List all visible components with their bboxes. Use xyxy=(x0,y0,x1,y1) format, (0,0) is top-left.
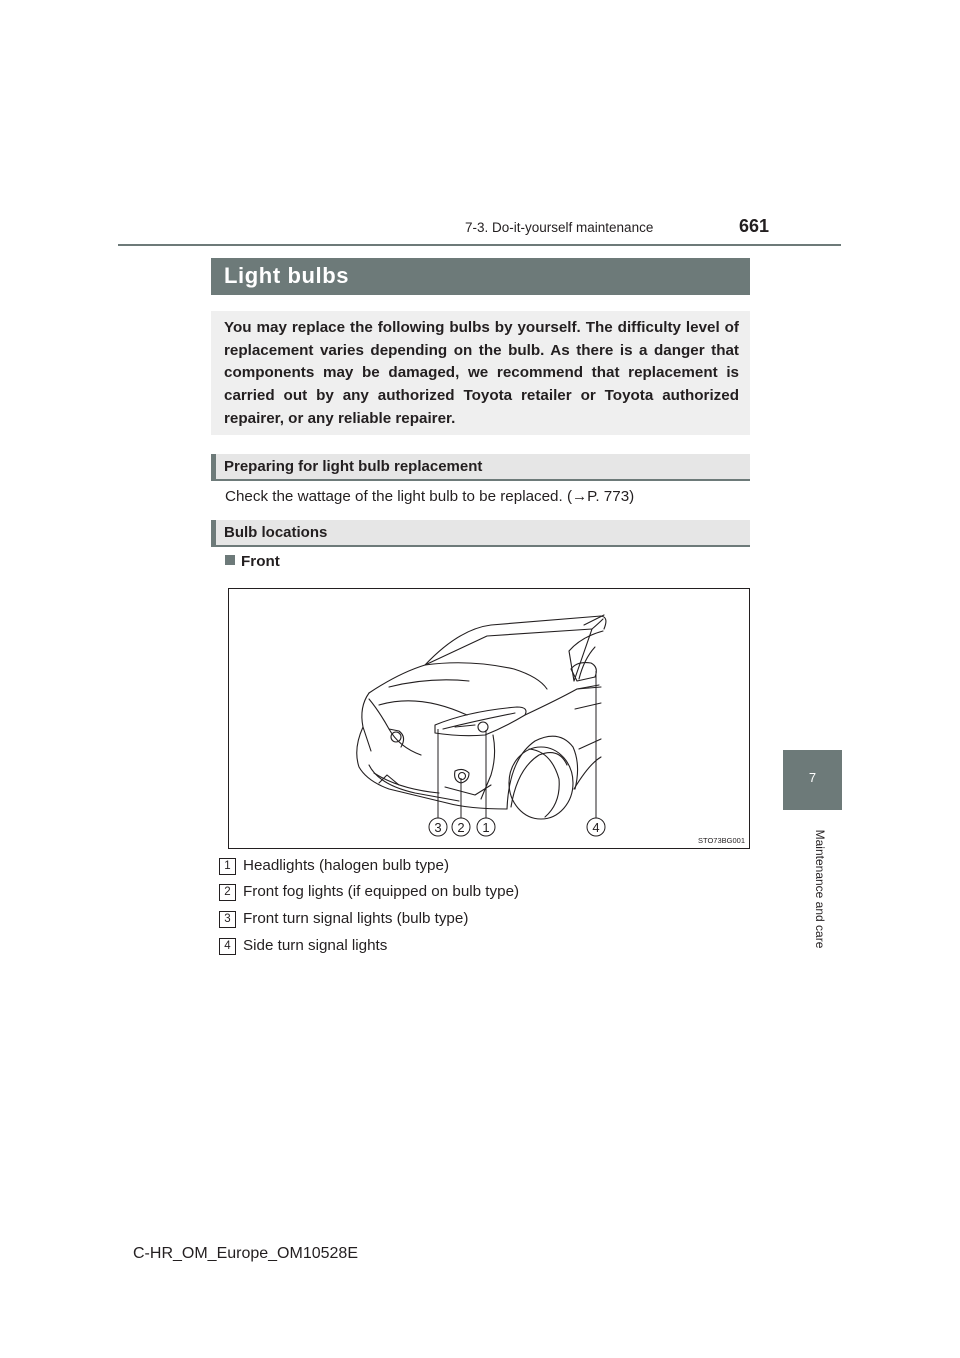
car-drawing xyxy=(229,589,749,848)
header-divider xyxy=(118,244,841,246)
car-front-illustration xyxy=(228,588,750,849)
figure-code: STO73BG001 xyxy=(698,836,745,845)
intro-text: You may replace the following bulbs by yourself. The difficulty level of replacement varies depending on the bulb. As there is a danger that components may be damaged, we recommend that replacement is carried out by any authorized Toyota retailer or Toyota authorized repairer, or any reliable repairer. xyxy=(224,319,739,427)
section-title: 7-3. Do-it-yourself maintenance xyxy=(465,220,654,235)
legend-number: 4 xyxy=(219,938,236,955)
preparing-text: Check the wattage of the light bulb to be replaced. (→P. 773) xyxy=(225,488,635,505)
callout-4: 4 xyxy=(592,820,600,835)
chapter-label xyxy=(812,818,828,964)
callout-2: 2 xyxy=(457,820,465,835)
chapter-title: Maintenance and care xyxy=(813,829,827,949)
front-heading-label: Front xyxy=(241,553,280,570)
subheading-preparing-label: Preparing for light bulb replacement xyxy=(224,458,483,475)
page-title: Light bulbs xyxy=(224,263,350,288)
legend-text: Front turn signal lights (bulb type) xyxy=(243,910,469,927)
chapter-number: 7 xyxy=(808,770,817,785)
subheading-preparing xyxy=(211,454,750,481)
chapter-tab[interactable] xyxy=(783,750,842,810)
legend-text: Headlights (halogen bulb type) xyxy=(243,857,450,874)
legend-number: 3 xyxy=(219,911,236,928)
document-id: C-HR_OM_Europe_OM10528E xyxy=(133,1245,358,1262)
legend-number: 2 xyxy=(219,884,236,901)
square-bullet-icon xyxy=(225,555,235,565)
page-number: 661 xyxy=(739,216,770,236)
legend-text: Side turn signal lights xyxy=(243,937,388,954)
callout-1: 1 xyxy=(482,820,490,835)
legend-text: Front fog lights (if equipped on bulb type) xyxy=(243,883,520,900)
front-heading xyxy=(225,553,280,570)
intro-box xyxy=(211,311,750,435)
subheading-locations-label: Bulb locations xyxy=(224,524,328,541)
subheading-locations xyxy=(211,520,750,547)
callout-3: 3 xyxy=(434,820,442,835)
legend-number: 1 xyxy=(219,858,236,875)
page-title-bar xyxy=(211,258,750,295)
